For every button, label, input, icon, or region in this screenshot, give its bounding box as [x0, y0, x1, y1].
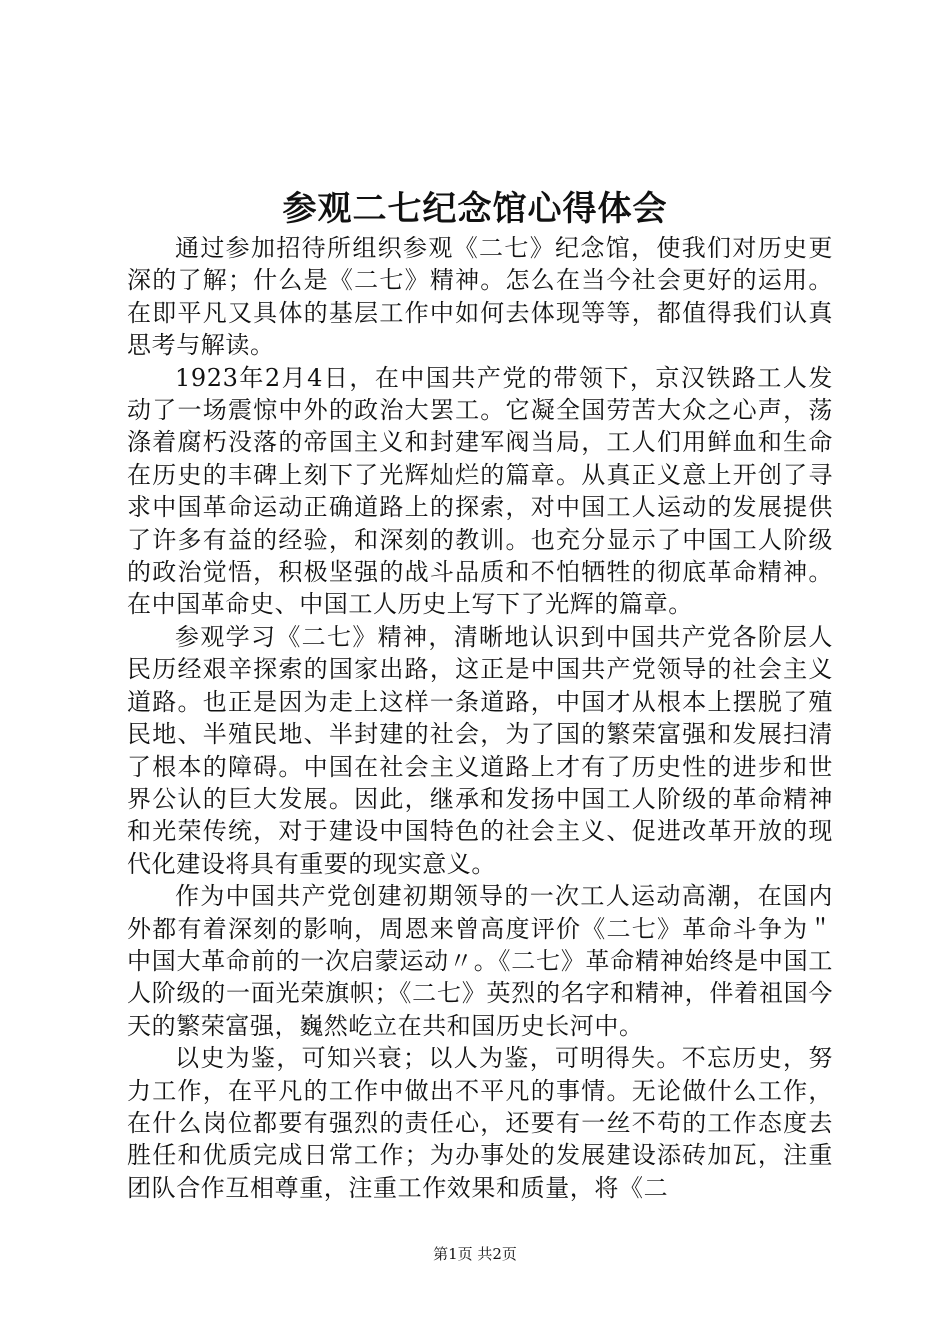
document-body [127, 232, 833, 1204]
document-title: 参观二七纪念馆心得体会 [282, 189, 668, 229]
paragraph: 作为中国共产党创建初期领导的一次工人运动高潮，在国内外都有着深刻的影响，周恩来曾高度评价《二七》革命斗争为＂中国大革命前的一次启蒙运动〃。《二七》革命精神始终是中国工人阶级的一面光荣旗帜；《二七》英烈的名字和精神，伴着祖国今天的繁荣富强，巍然屹立在共和国历史长河中。 [127, 882, 833, 1040]
paragraph: 1923年2月4日，在中国共产党的带领下，京汉铁路工人发动了一场震惊中外的政治大罢工。它凝全国劳苦大众之心声，荡涤着腐朽没落的帝国主义和封建军阀当局，工人们用鲜血和生命在历史的丰碑上刻下了光辉灿烂的篇章。从真正义意上开创了寻求中国革命运动正确道路上的探索，对中国工人运动的发展提供了许多有益的经验，和深刻的教训。也充分显示了中国工人阶级的政治觉悟，积极坚强的战斗品质和不怕牺牲的彻底革命精神。在中国革命史、中国工人历史上写下了光辉的篇章。 [127, 363, 833, 619]
paragraph: 参观学习《二七》精神，清晰地认识到中国共产党各阶层人民历经艰辛探索的国家出路，这正是中国共产党领导的社会主义道路。也正是因为走上这样一条道路，中国才从根本上摆脱了殖民地、半殖民地、半封建的社会，为了国的繁荣富强和发展扫清了根本的障碍。中国在社会主义道路上才有了历史性的进步和世界公认的巨大发展。因此，继承和发扬中国工人阶级的革命精神和光荣传统，对于建设中国特色的社会主义、促进改革开放的现代化建设将具有重要的现实意义。 [127, 622, 833, 878]
paragraph: 以史为鉴，可知兴衰；以人为鉴，可明得失。不忘历史，努力工作，在平凡的工作中做出不平凡的事情。无论做什么工作，在什么岗位都要有强烈的责任心，还要有一丝不苟的工作态度去胜任和优质完成日常工作；为办事处的发展建设添砖加瓦，注重团队合作互相尊重，注重工作效果和质量，将《二 [127, 1044, 833, 1202]
paragraph: 通过参加招待所组织参观《二七》纪念馆，使我们对历史更深的了解；什么是《二七》精神。怎么在当今社会更好的运用。在即平凡又具体的基层工作中如何去体现等等，都值得我们认真思考与解读。 [127, 234, 833, 360]
page-number-footer: 第1页 共2页 [433, 1245, 517, 1263]
